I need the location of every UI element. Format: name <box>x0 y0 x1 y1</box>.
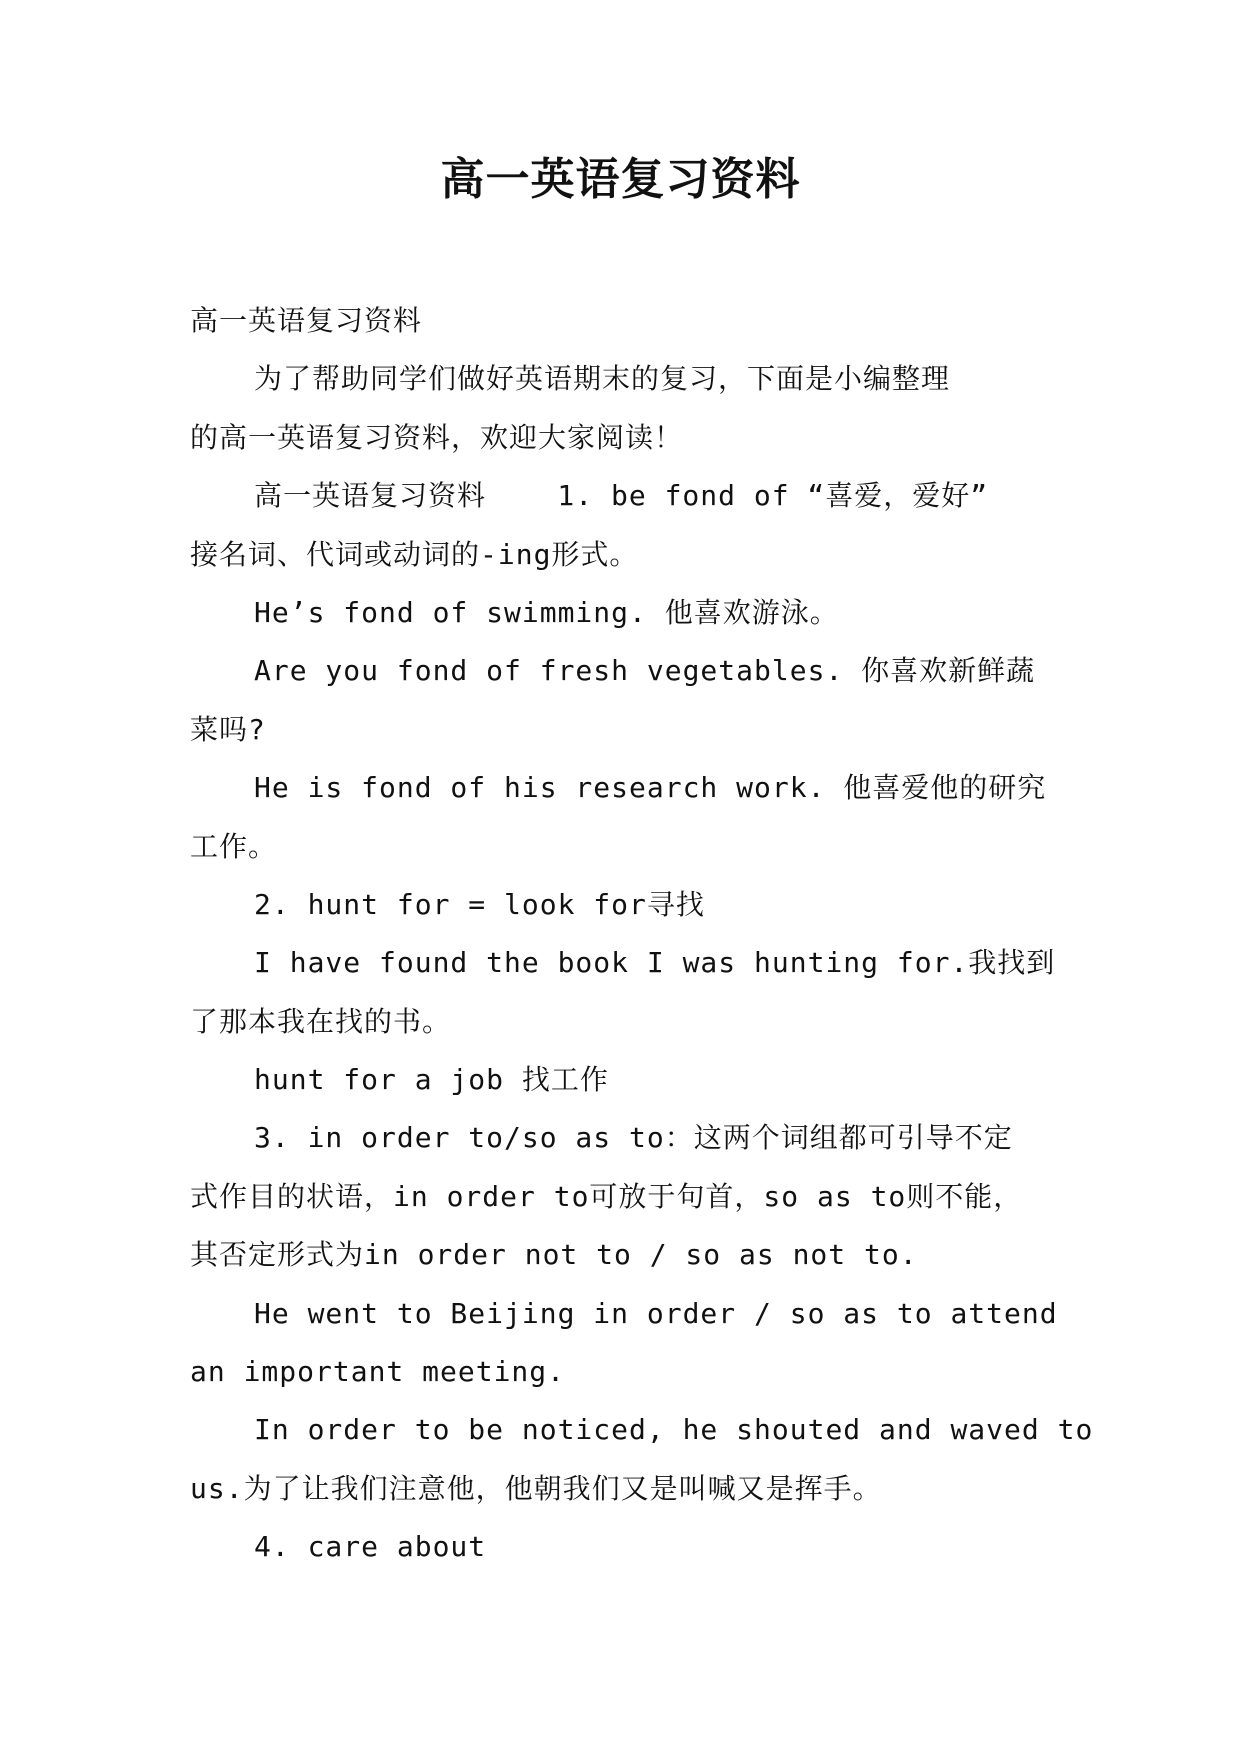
document-title: 高一英语复习资料 <box>440 154 801 205</box>
paragraph-line: In order to be noticed, he shouted and waved to <box>254 1413 1094 1447</box>
paragraph-line: 为了帮助同学们做好英语期末的复习，下面是小编整理 <box>254 362 951 396</box>
paragraph-line: 高一英语复习资料 <box>190 304 423 337</box>
paragraph-line: 2. hunt for = look for寻找 <box>254 887 705 921</box>
paragraph-line: 式作目的状语，in order to可放于句首，so as to则不能， <box>190 1179 1023 1213</box>
paragraph-line: 接名词、代词或动词的-ing形式。 <box>190 537 639 571</box>
paragraph-line: 工作。 <box>190 829 278 863</box>
paragraph-line: hunt for a job 找工作 <box>254 1063 609 1097</box>
paragraph-line: 的高一英语复习资料，欢迎大家阅读！ <box>190 420 684 454</box>
paragraph-line: 3. in order to/so as to：这两个词组都可引导不定 <box>254 1121 1013 1155</box>
paragraph-line: an important meeting. <box>190 1355 566 1389</box>
paragraph-line: Are you fond of fresh vegetables. 你喜欢新鲜蔬 <box>254 654 1036 688</box>
paragraph-line: 高一英语复习资料 1. be fond of “喜爱，爱好” <box>254 479 989 513</box>
paragraph-line: 菜吗? <box>190 712 266 746</box>
paragraph-line: He is fond of his research work. 他喜爱他的研究 <box>254 771 1047 805</box>
paragraph-line: He’s fond of swimming. 他喜欢游泳。 <box>254 595 839 629</box>
document-body <box>190 292 1094 1577</box>
paragraph-line: 其否定形式为in order not to / so as not to. <box>190 1238 918 1272</box>
paragraph-line: 4. care about <box>254 1530 487 1564</box>
paragraph-line: He went to Beijing in order / so as to attend <box>254 1296 1058 1330</box>
paragraph-line: I have found the book I was hunting for.我找到 <box>254 946 1056 980</box>
paragraph-line: 了那本我在找的书。 <box>190 1004 452 1038</box>
paragraph-line: us.为了让我们注意他，他朝我们又是叫喊又是挥手。 <box>190 1471 882 1505</box>
